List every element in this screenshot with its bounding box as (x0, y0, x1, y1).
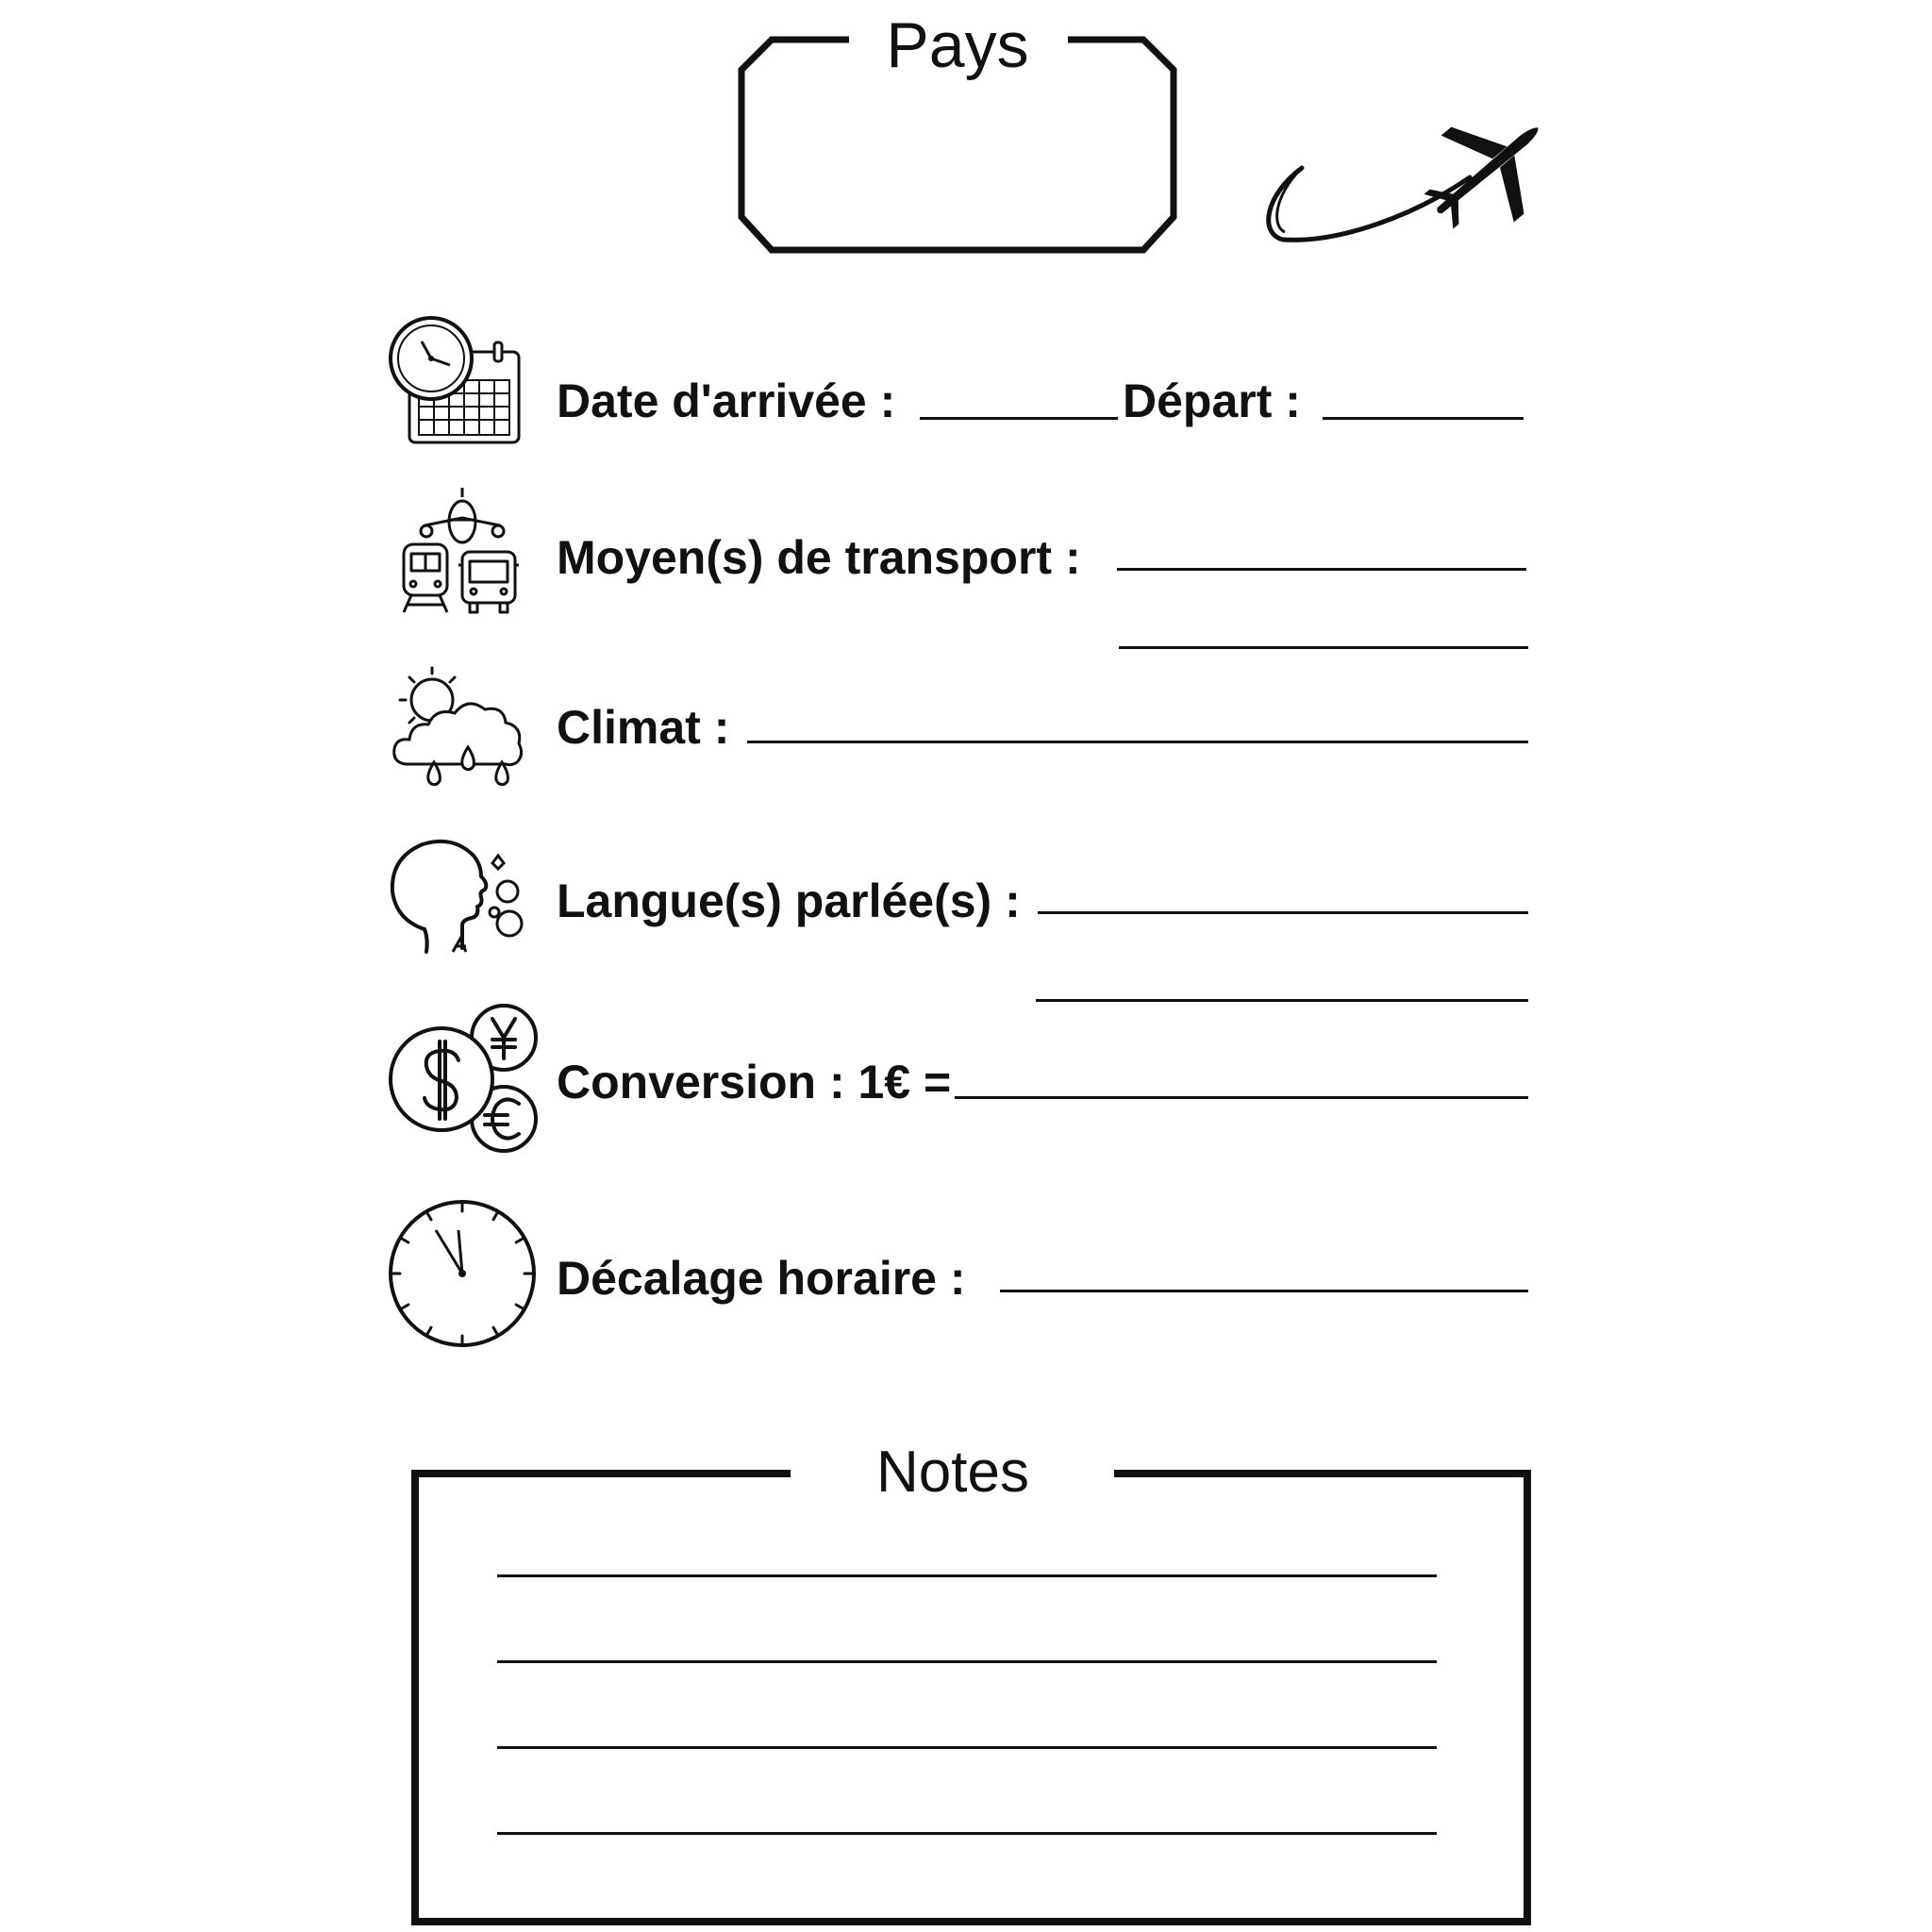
notes-line-1[interactable] (497, 1574, 1437, 1577)
notes-line-2[interactable] (497, 1660, 1437, 1663)
timezone-label: Décalage horaire : (557, 1252, 966, 1305)
climate-label: Climat : (557, 701, 730, 754)
departure-label: Départ : (1123, 375, 1301, 427)
arrival-date-label: Date d'arrivée : (557, 375, 896, 427)
notes-line-4[interactable] (497, 1832, 1437, 1835)
transport-label: Moyen(s) de transport : (557, 531, 1081, 584)
notes-line-3[interactable] (497, 1746, 1437, 1749)
languages-label: Langue(s) parlée(s) : (557, 874, 1021, 927)
conversion-label: Conversion : 1€ = (557, 1056, 952, 1108)
page-title: Pays (886, 9, 1029, 81)
notes-title: Notes (876, 1440, 1029, 1505)
